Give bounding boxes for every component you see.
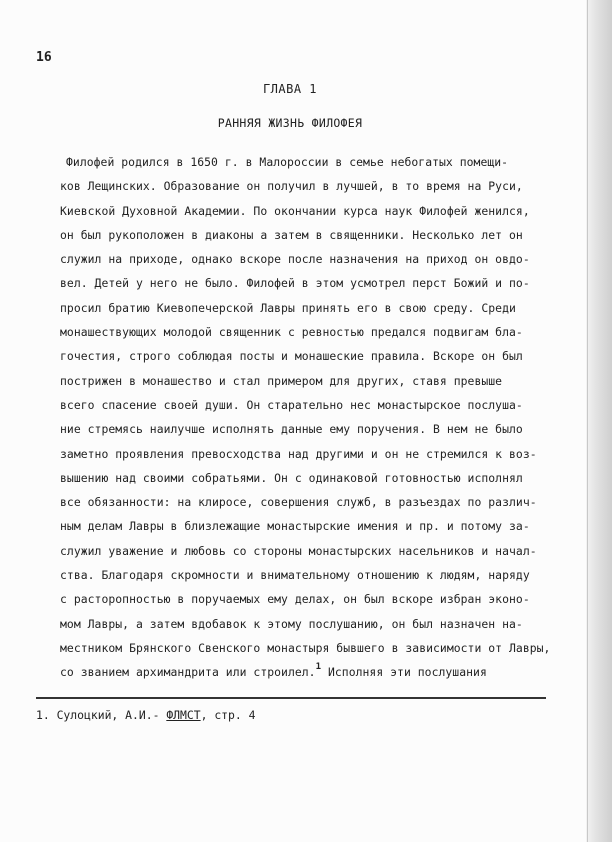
body-line: все обязанности: на клиросе, совершения служб, в разъездах по различ- [60, 495, 537, 510]
body-line: ние стремясь наилучше исполнять данные ему поручения. В нем не было [60, 422, 523, 437]
footnote-prefix: 1. Сулоцкий, А.И.- [36, 708, 167, 722]
body-line: Филофей родился в 1650 г. в Малороссии в семье небогатых помещи- [66, 155, 509, 169]
body-line: Киевской Духовной Академии. По окончании курса наук Филофей женился, [60, 203, 530, 218]
body-line: ства. Благодаря скромности и внимательному отношению к людям, наряду [60, 568, 530, 583]
body-line: он был рукоположен в диаконы а затем в священники. Несколько лет он [60, 227, 523, 242]
body-line: мом Лавры, а затем вдобавок к этому послушанию, он был назначен на- [60, 616, 523, 631]
body-line: гочестия, строго соблюдая посты и монашеские правила. Вскоре он был [60, 349, 523, 364]
footnote-divider [36, 697, 546, 699]
last-line-continuation: Исполняя эти послушания [321, 665, 487, 680]
body-line: с расторопностью в поручаемых ему делах, он был вскоре избран эконо- [60, 592, 530, 607]
chapter-subtitle: РАННЯЯ ЖИЗНЬ ФИЛОФЕЯ [217, 116, 363, 130]
page-edge-line [587, 0, 588, 842]
body-line: пострижен в монашество и стал примером для других, ставя превыше [60, 373, 503, 388]
body-line: всего спасение своей души. Он старательно нес монастырское послуша- [60, 397, 523, 412]
footnote-reference[interactable]: 1 [315, 662, 322, 673]
body-line: заметно проявления превосходства над другими и он не стремился к воз- [60, 446, 537, 461]
chapter-title: ГЛАВА 1 [262, 82, 318, 96]
body-line: ков Лещинских. Образование он получил в лучшей, в то время на Руси, [60, 179, 523, 194]
body-line: служил на приходе, однако вскоре после назначения на приход он овдо- [60, 252, 530, 267]
body-line: служил уважение и любовь со стороны монастырских насельников и начал- [60, 543, 537, 558]
body-line: монашествующих молодой священник с ревностью предался подвигам бла- [60, 325, 523, 340]
body-text [60, 150, 560, 685]
body-line-last [60, 660, 560, 684]
footnote-source: ФЛМСТ [166, 708, 201, 722]
footnote-suffix: , стр. 4 [200, 708, 256, 722]
page-number: 16 [36, 50, 52, 65]
last-line-text: со званием архимандрита или строилел. [60, 665, 316, 680]
body-line: ным делам Лавры в близлежащие монастырские имения и пр. и потому за- [60, 519, 530, 534]
page-edge-shadow [586, 0, 612, 842]
body-line: местником Брянского Свенского монастыря бывшего в зависимости от Лавры, [60, 640, 551, 655]
body-line: вел. Детей у него не было. Филофей в этом усмотрел перст Божий и по- [60, 276, 530, 291]
footnote [36, 708, 255, 722]
body-line: просил братию Киевопечерской Лавры принять его в свою среду. Среди [60, 300, 516, 315]
body-line: вышению над своими собратьями. Он с одинаковой готовностью исполнял [60, 470, 523, 485]
